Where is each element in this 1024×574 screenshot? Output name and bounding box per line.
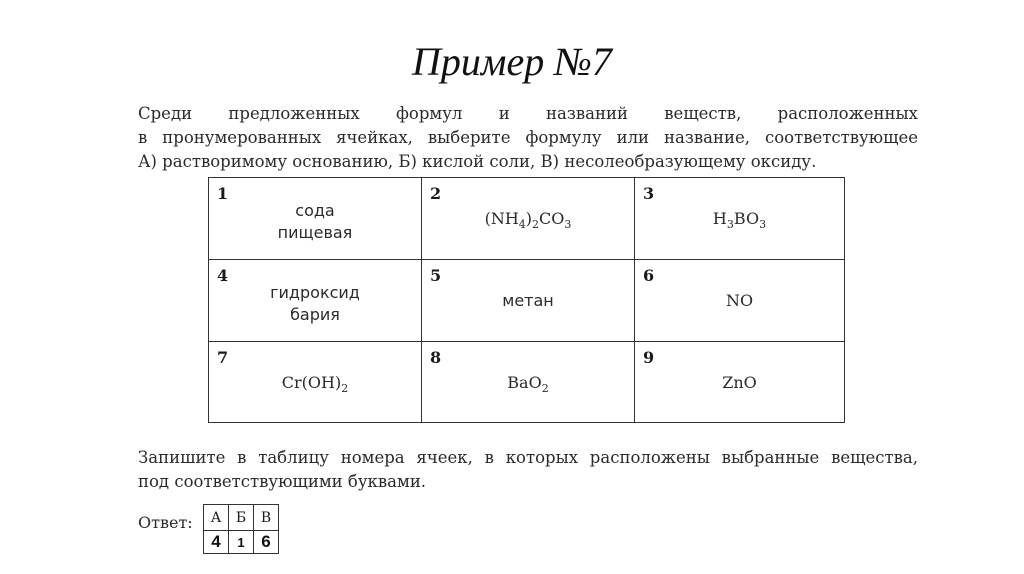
answer-value-a[interactable]: 4: [204, 531, 229, 554]
substances-grid: [208, 177, 845, 423]
cell-text: метан: [502, 291, 554, 310]
answer-label: Ответ:: [138, 513, 193, 532]
cell-9: [635, 342, 844, 422]
cell-formula: $H_3BO_3$: [712, 209, 767, 232]
cell-number: 2: [430, 184, 442, 203]
cell-formula: $(NH_4)_2CO_3$: [484, 209, 572, 232]
instruction-text: [138, 446, 918, 494]
instruction-line-2: под соответствующими буквами.: [138, 472, 427, 491]
cell-4: [209, 260, 422, 342]
cell-text: пищевая: [277, 223, 353, 242]
cell-number: 1: [217, 184, 229, 203]
cell-7: [209, 342, 422, 422]
cell-text: ZnO: [722, 373, 757, 392]
cell-number: 3: [643, 184, 655, 203]
answer-value-b[interactable]: 1: [229, 531, 254, 554]
task-line-1: Среди предложенных формул и названий веществ, расположенных: [138, 104, 918, 123]
cell-formula: BaO$_2$: [507, 373, 549, 396]
cell-2: [422, 178, 635, 260]
cell-formula: $Cr(OH)_2$: [281, 373, 349, 396]
cell-number: 7: [217, 348, 229, 367]
answer-table: [203, 504, 279, 554]
cell-text: гидроксид: [270, 283, 360, 302]
instruction-line-1: Запишите в таблицу номера ячеек, в которых расположены выбранные вещества,: [138, 448, 918, 467]
cell-number: 6: [643, 266, 655, 285]
cell-number: 5: [430, 266, 442, 285]
answer-value-v[interactable]: 6: [254, 531, 279, 554]
cell-5: [422, 260, 635, 342]
cell-3: [635, 178, 844, 260]
cell-1: [209, 178, 422, 260]
answer-header-b: Б: [229, 505, 254, 531]
cell-number: 4: [217, 266, 229, 285]
cell-text: NO: [725, 291, 754, 310]
cell-number: 8: [430, 348, 442, 367]
cell-8: [422, 342, 635, 422]
task-line-2: в пронумерованных ячейках, выберите формулу или название, соответствующее: [138, 128, 918, 147]
task-line-3: А) растворимому основанию, Б) кислой соли, В) несолеобразующему оксиду.: [138, 152, 817, 171]
answer-header-a: А: [204, 505, 229, 531]
slide-title: Пример №7: [412, 39, 612, 84]
cell-text: бария: [290, 305, 340, 324]
answer-header-v: В: [254, 505, 279, 531]
cell-number: 9: [643, 348, 655, 367]
cell-6: [635, 260, 844, 342]
cell-text: сода: [295, 201, 335, 220]
task-text: [138, 102, 918, 174]
